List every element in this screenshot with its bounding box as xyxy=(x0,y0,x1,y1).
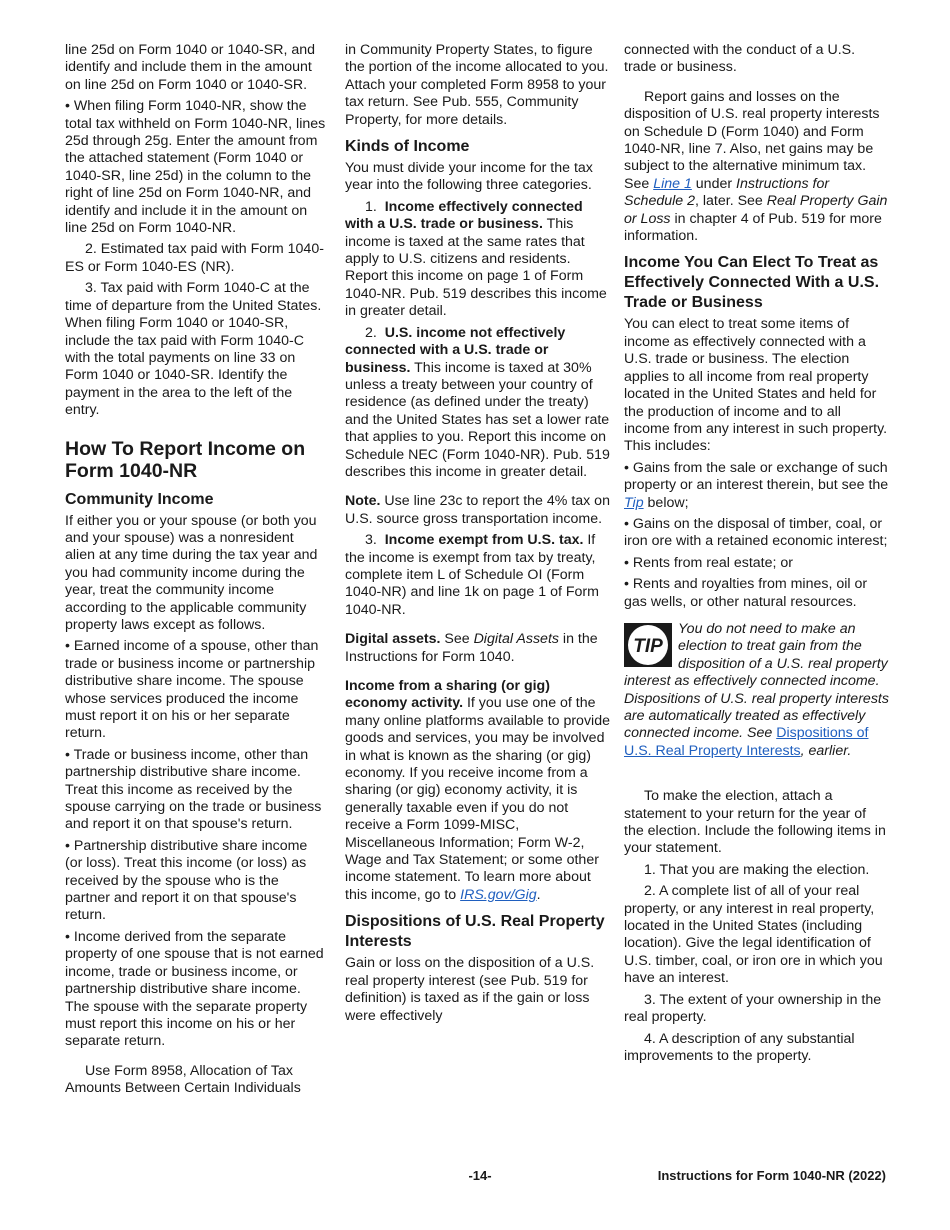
column-3 xyxy=(624,42,889,1069)
italic-ref: Instructions for Schedule 2 xyxy=(624,175,830,210)
column-1 xyxy=(65,42,327,1102)
text: . xyxy=(536,886,541,903)
item-text: This income is taxed at the same rates that apply to U.S. citizens and residents. Report this income on page 1 of Form 1040-NR. Pub. 519 describes this income in greater detail. xyxy=(345,216,607,320)
bullet-item: • Earned income of a spouse, other than trade or business income or partnership distributive share income. The spouse whose services produced the income must report it on his or her separate return. xyxy=(65,638,319,742)
section-heading-how-to-report: How To Report Income on Form 1040-NR xyxy=(65,437,306,482)
list-item xyxy=(345,325,610,482)
tip-link[interactable]: Tip xyxy=(624,494,644,511)
list-item: 4. A description of any substantial improvements to the property. xyxy=(624,1030,855,1064)
label: Income from a sharing (or gig) economy activity. xyxy=(345,678,550,712)
line-1-link[interactable]: Line 1 xyxy=(653,175,692,192)
label: Digital assets. xyxy=(345,631,441,648)
bullet-item: • Rents and royalties from mines, oil or gas wells, or other natural resources. xyxy=(624,576,868,610)
paragraph: Use Form 8958, Allocation of Tax Amounts Between Certain Individuals xyxy=(65,1062,301,1097)
bullet-item xyxy=(624,460,889,512)
list-item: 2. A complete list of all of your real property, or any interest in real property, located in the United States (including location). Give the legal identification of U.S. timber, coal, or iron ore in which you have an interest. xyxy=(624,883,883,987)
tip-text: You do not need to make an election to treat gain from the disposition of a U.S. real property interest as effectively connected income. Dispositions of U.S. real property interests are automatically treated as effectively connected income. See xyxy=(624,620,889,742)
text: under xyxy=(691,175,737,192)
digital-assets-paragraph xyxy=(345,631,610,666)
paragraph: connected with the conduct of a U.S. trade or business. xyxy=(624,42,856,76)
text: See xyxy=(440,631,474,648)
text: • Gains from the sale or exchange of such property or an interest therein, but see the xyxy=(624,459,889,494)
list-item: 3. Tax paid with Form 1040-C at the time of departure from the United States. When filing Form 1040 or 1040-SR, include the tax paid with Form 1040-C with the total payments on line 33 on Form 1040 or 1040-SR. Identify the payment in the area to the left of the entry. xyxy=(65,280,322,419)
item-title: Income exempt from U.S. tax. xyxy=(384,532,584,549)
tip-box xyxy=(624,621,889,760)
text: , later. See xyxy=(695,193,767,210)
text: in chapter 4 of Pub. 519 for more information. xyxy=(624,210,882,245)
item-title: Income effectively connected with a U.S. trade or business. xyxy=(345,198,583,233)
paragraph: You can elect to treat some items of income as effectively connected with a U.S. trade or business. The election applies to all income from real property located in the United States and held for the production of income and to all income from any interest in such property. This includes: xyxy=(624,316,888,455)
bullet-item: • Gains on the disposal of timber, coal, or iron ore with a retained economic interest; xyxy=(624,515,888,550)
item-number: 3. xyxy=(365,532,377,549)
bullet-item: • Income derived from the separate property of one spouse that is not earned income, trade or business income, or partnership distributive share income. The spouse with the separate property must report this income on his or her separate return. xyxy=(65,928,324,1050)
note-text: Use line 23c to report the 4% tax on U.S. source gross transportation income. xyxy=(345,493,610,527)
tip-icon-label: TIP xyxy=(633,635,663,657)
paragraph: in Community Property States, to figure the portion of the income allocated to you. Attach your completed Form 8958 to your tax return. See Pub. 555, Community Property, for more details. xyxy=(345,42,609,128)
italic-ref: Digital Assets xyxy=(473,631,559,648)
note-label: Note. xyxy=(345,493,381,510)
text: in the Instructions for Form 1040. xyxy=(345,631,598,665)
subheading-dispositions: Dispositions of U.S. Real Property Interests xyxy=(345,913,605,951)
item-title: U.S. income not effectively connected with a U.S. trade or business. xyxy=(345,324,566,376)
italic-ref: Real Property Gain or Loss xyxy=(624,193,888,227)
subheading-community-income: Community Income xyxy=(65,490,214,508)
bullet-item: • When filing Form 1040-NR, show the total tax withheld on Form 1040-NR, lines 25d through 25g. Enter the amount from the attached statement (Form 1040 or 1040-SR, line 25d) in the column to the right of line 25d on Form 1040-NR, and identify and include it in the amount on line 25d on Form 1040-NR. xyxy=(65,98,326,237)
tip-text-end: , earlier. xyxy=(800,742,852,759)
footer-title: Instructions for Form 1040-NR (2022) xyxy=(657,1168,886,1183)
bullet-item: • Rents from real estate; or xyxy=(624,554,793,571)
item-text: If the income is exempt from tax by treaty, complete item L of Schedule OI (Form 1040-NR) and line 1k on page 1 of Form 1040-NR. xyxy=(345,532,599,618)
paragraph: Gain or loss on the disposition of a U.S. real property interest (see Pub. 519 for definition) is taxed as if the gain or loss were effectively xyxy=(345,955,595,1024)
list-item: 2. Estimated tax paid with Form 1040-ES or Form 1040-ES (NR). xyxy=(65,241,324,275)
list-item xyxy=(345,199,610,321)
text: below; xyxy=(643,494,689,511)
column-2 xyxy=(345,42,610,1029)
text: If you use one of the many online platforms available to provide goods and services, you may be involved in what is known as the sharing (or gig) economy. If you receive income from a sharing (or gig) economy activity, it is generally taxable even if you do not receive a Form 1099-MISC, Miscellaneous Information; Form W-2, Wage and Tax Statement; or some other income statement. To learn more about this income, go to xyxy=(345,695,610,903)
note xyxy=(345,493,610,528)
bullet-item: • Trade or business income, other than partnership distributive share income. Treat this income as received by the spouse carrying on the trade or business and report it on that spouse's return. xyxy=(65,746,322,833)
subheading-kinds-of-income: Kinds of Income xyxy=(345,138,470,156)
paragraph: line 25d on Form 1040 or 1040-SR, and identify and include them in the amount on line 25d on Form 1040 or 1040-SR. xyxy=(65,42,316,93)
paragraph: To make the election, attach a statement to your return for the year of the election. Include the following items in your statement. xyxy=(624,788,886,857)
list-item: 3. The extent of your ownership in the real property. xyxy=(624,991,882,1026)
text: Report gains and losses on the disposition of U.S. real property interests on Schedule D (Form 1040) and Form 1040-NR, line 7. Also, net gains may be subject to the alternative minimum tax. See xyxy=(624,88,880,192)
paragraph xyxy=(624,89,889,246)
subheading-elect-effectively-connected: Income You Can Elect To Treat as Effectively Connected With a U.S. Trade or Business xyxy=(624,254,880,312)
item-number: 1. xyxy=(365,198,377,215)
tip-icon xyxy=(624,623,672,667)
dispositions-link[interactable]: Dispositions of U.S. Real Property Interests xyxy=(624,725,869,759)
paragraph: If either you or your spouse (or both you and your spouse) was a nonresident alien at any time during the tax year and you had community income during the year, treat the community income according to the applicable community property laws except as follows. xyxy=(65,512,318,633)
gig-economy-paragraph xyxy=(345,678,610,904)
list-item xyxy=(345,532,610,619)
item-text: This income is taxed at 30% unless a treaty between your country of residence (as defined under the treaty) and the United States has set a lower rate that applies to you. Report this income on Schedule NEC (Form 1040-NR). Pub. 519 describes this income in greater detail. xyxy=(345,359,610,480)
item-number: 2. xyxy=(365,324,377,341)
list-item: 1. That you are making the election. xyxy=(644,861,870,878)
paragraph: You must divide your income for the tax year into the following three categories. xyxy=(345,160,593,194)
bullet-item: • Partnership distributive share income (or loss). Treat this income (or loss) as received by the spouse who is the partner and report it on that spouse's return. xyxy=(65,837,308,924)
irs-gig-link[interactable]: IRS.gov/Gig xyxy=(460,886,537,903)
page-number: -14- xyxy=(468,1168,492,1183)
